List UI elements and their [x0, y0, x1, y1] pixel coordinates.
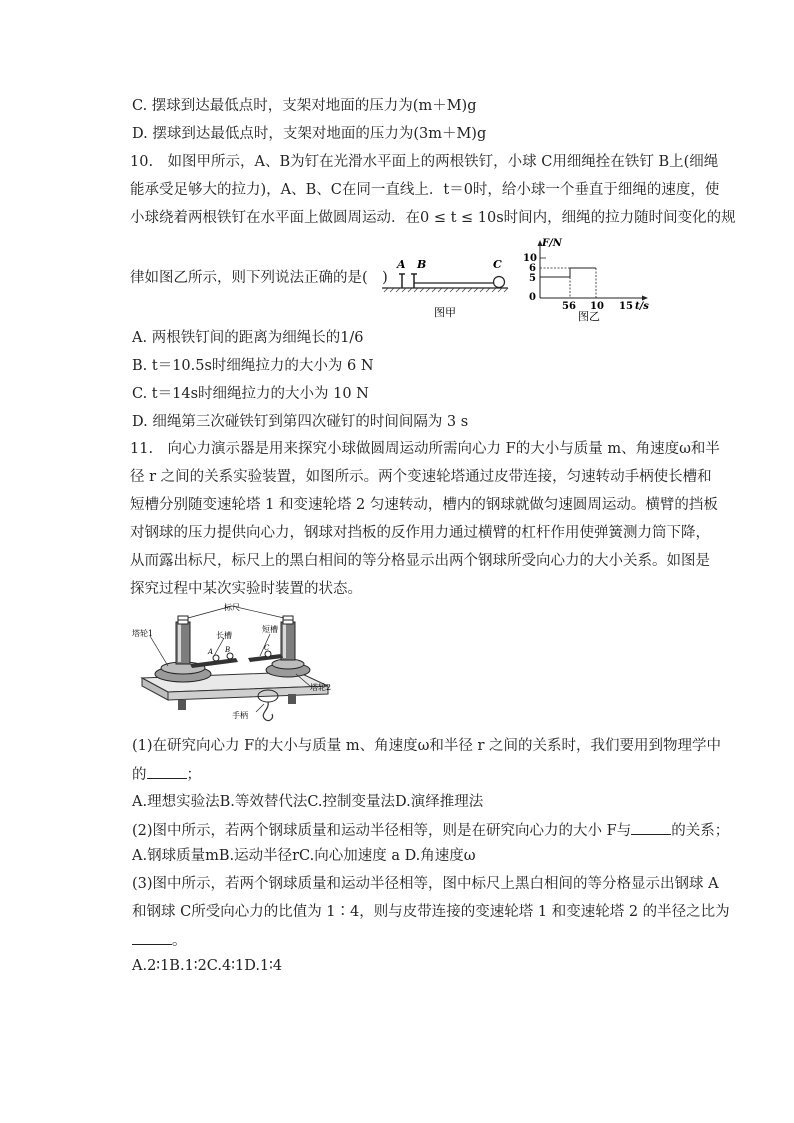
q11-part1-options: A.理想实验法B.等效替代法C.控制变量法D.演绎推理法 [132, 794, 484, 810]
q11-stem-line4: 对钢球的压力提供向心力，钢球对挡板的反作用力通过横臂的杠杆作用使弹簧测力筒下降， [130, 525, 710, 541]
caption-yi: 图乙 [578, 310, 600, 322]
label-ball-a: A [208, 648, 214, 656]
q11-part3-answer-blank [132, 930, 172, 945]
nail-a [399, 274, 405, 288]
nail-b [411, 274, 417, 288]
q11-part1-answer-blank [147, 764, 187, 779]
q10-figure-yi [520, 236, 660, 322]
label-tower-wheel-2: 塔轮2 [310, 683, 332, 692]
q11-stem-line3: 短槽分别随变速轮塔 1 和变速轮塔 2 匀速转动，槽内的钢球就做匀速圆周运动。横臂的挡板 [130, 497, 718, 513]
q11-part3-line3 [132, 930, 187, 951]
x-tick-15: 15 [619, 301, 633, 312]
q11-part2-options: A.钢球质量mB.运动半径rC.向心加速度 a D.角速度ω [132, 848, 476, 864]
label-c: C [493, 258, 502, 271]
q11-stem-line2: 径 r 之间的关系实验装置，如图所示。两个变速轮塔通过皮带连接，匀速转动手柄使长槽和 [130, 469, 712, 485]
q10-option-b: B. t＝10.5s时细绳拉力的大小为 6 N [132, 358, 374, 374]
q11-stem-line1: 11. 向心力演示器是用来探究小球做圆周运动所需向心力 F的大小与质量 m、角速度ω和半 [130, 441, 720, 457]
x-tick-5: 5 [562, 301, 569, 312]
ball-c [494, 277, 505, 288]
q9-option-d: D. 摆球到达最低点时，支架对地面的压力为(3m＋M)g [132, 126, 487, 142]
q11-part2-line [132, 820, 729, 841]
q10-stem-line2: 能承受足够大的拉力)，A、B、C在同一直线上．t＝0时，给小球一个垂直于细绳的速度，使 [130, 182, 720, 198]
y-tick-0: 0 [529, 292, 536, 303]
y-tick-5: 5 [529, 273, 536, 284]
q11-part2-answer-blank [631, 820, 671, 835]
q11-part3-line2: 和钢球 C所受向心力的比值为 1∶4，则与皮带连接的变速轮塔 1 和变速轮塔 2 的半径之比为 [132, 904, 730, 920]
y-tick-10: 10 [523, 253, 537, 264]
q11-part3-line1: (3)图中所示，若两个钢球质量和运动半径相等，图中标尺上黑白相间的等分格显示出钢球 A [132, 876, 719, 892]
q10-option-d: D. 细绳第三次碰铁钉到第四次碰钉的时间间隔为 3 s [132, 414, 469, 430]
x-tick-10: 10 [590, 301, 604, 312]
y-tick-6: 6 [529, 263, 536, 274]
label-a: A [397, 258, 406, 271]
label-ball-c: C [264, 644, 270, 652]
q10-figure-jia [376, 252, 516, 322]
label-tower-wheel-1: 塔轮1 [132, 629, 154, 638]
q10-option-a: A. 两根铁钉间的距离为细绳长的1/6 [132, 330, 364, 346]
q11-part1-line2 [132, 764, 201, 785]
q11-part1-line1: (1)在研究向心力 F的大小与质量 m、角速度ω和半径 r 之间的关系时，我们要用到物理学中 [132, 738, 722, 754]
x-axis-label: t/s [635, 301, 649, 312]
label-ball-b: B [225, 646, 231, 654]
q11-part2-suffix: 的关系； [671, 823, 730, 839]
q11-part1-prefix: 的 [132, 767, 147, 783]
q11-apparatus-figure [128, 600, 358, 725]
q10-stem-line3: 小球绕着两根铁钉在水平面上做圆周运动．在0 ≤ t ≤ 10s时间内，细绳的拉力随时间变化的规 [130, 210, 736, 226]
q11-stem-line5: 从而露出标尺，标尺上的黑白相间的等分格显示出两个钢球所受向心力的大小关系。如图是 [130, 553, 710, 569]
q10-stem-line4: 律如图乙所示，则下列说法正确的是( ) [130, 270, 388, 286]
y-axis-label: F/N [542, 238, 562, 249]
x-tick-6: 6 [569, 301, 576, 312]
label-handle: 手柄 [232, 711, 248, 720]
q11-part2-prefix: (2)图中所示，若两个钢球质量和运动半径相等，则是在研究向心力的大小 F与 [132, 823, 632, 839]
q11-stem-line6: 探究过程中某次实验时装置的状态。 [130, 581, 362, 597]
label-ruler: 标尺 [224, 603, 240, 612]
q11-part1-suffix: ； [186, 767, 201, 783]
label-b: B [417, 258, 427, 271]
q9-option-c: C. 摆球到达最低点时，支架对地面的压力为(m＋M)g [132, 98, 477, 114]
caption-jia: 图甲 [434, 306, 456, 319]
q10-stem-line1: 10. 如图甲所示，A、B为钉在光滑水平面上的两根铁钉，小球 C用细绳拴在铁钉 B上(细绳 [130, 154, 719, 170]
label-long-groove: 长槽 [216, 631, 232, 640]
q11-part3-suffix: 。 [172, 933, 187, 949]
q10-option-c: C. t＝14s时细绳拉力的大小为 10 N [132, 386, 369, 402]
q11-part3-options: A.2∶1B.1∶2C.4∶1D.1∶4 [132, 958, 283, 974]
label-short-groove: 短槽 [262, 625, 278, 634]
